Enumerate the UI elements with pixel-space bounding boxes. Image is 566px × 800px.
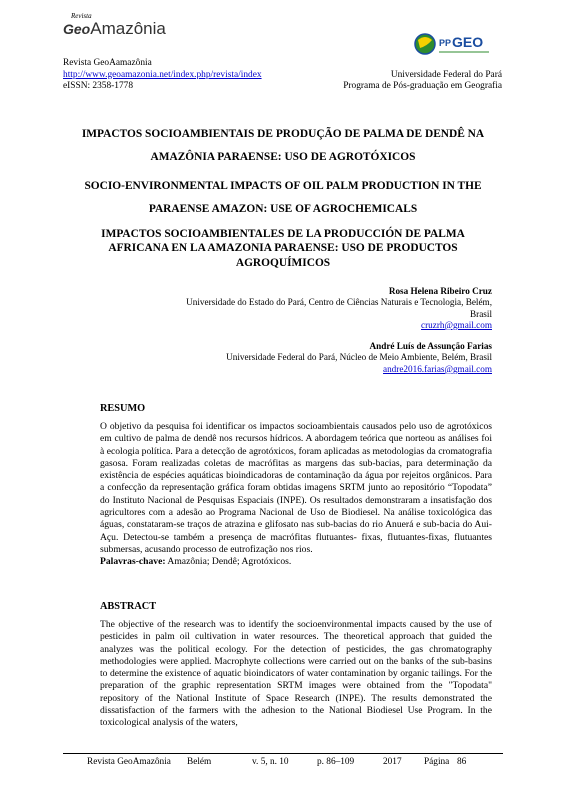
title-portuguese xyxy=(63,123,503,169)
svg-text:PP: PP xyxy=(439,38,452,48)
title-spanish xyxy=(63,227,503,270)
author-affiliation-country: Brasil xyxy=(470,308,492,319)
footer-page-label: Página xyxy=(424,757,450,767)
footer-divider xyxy=(63,753,503,754)
title-pt-line1: IMPACTOS SOCIOAMBIENTAIS DE PRODUÇÃO DE PALMA DE DENDÊ NA xyxy=(81,128,485,140)
title-es-line1: IMPACTOS SOCIOAMBIENTALES DE LA PRODUCCIÓN DE PALMA xyxy=(101,228,465,240)
journal-name: Revista GeoAamazônia xyxy=(63,58,152,68)
header-journal-info xyxy=(63,58,262,93)
author-name: André Luís de Assunção Farias xyxy=(369,341,492,352)
resumo-text: O objetivo da pesquisa foi identificar os impactos socioambientais causados pelo uso de agrotóxicos em cultivo de palma de dendê nos recursos hídricos. A abordagem teórica que norteou as análises foi à ecologia política. Para a detecção de agrotóxicos, foram aplicadas as metodologias da cromatografia gasosa. Foram realizadas coletas de macrófitas as margens das sub-bacias, para determinação da existência de espécies aquáticas bioindicadoras de contaminação da água por rejeitos orgânicos. Para a confecção da representação gráfica foram obtidas imagens SRTM junto ao repositório “Topodata” do Instituto Nacional de Pesquisas Espaciais (INPE). Os resultados demonstraram a insatisfação dos agricultores com a adesão ao Programa Nacional de Uso de Biodiesel. Na análise toxicológica das águas, constataram-se traços de atrazina e glifosato nas sub-bacias do rio Anuerá e sub-bacia do Aui-Açu. Detectou-se também a presença de macrófitas flutuantes- fixas, flutuantes-fixas, flutuantes submersas, acusando processo de eutrofização nos rios. xyxy=(100,421,492,555)
resumo-section xyxy=(100,421,492,569)
author-name: Rosa Helena Ribeiro Cruz xyxy=(388,286,492,296)
university-name: Universidade Federal do Pará xyxy=(390,70,502,80)
author-affiliation: Universidade do Estado do Pará, Centro de Ciências Naturais e Tecnologia, Belém, xyxy=(186,297,492,308)
footer-pages: p. 86–109 xyxy=(317,757,355,767)
program-name: Programa de Pós-graduação em Geografia xyxy=(343,81,502,91)
author-email-link[interactable]: cruzrh@gmail.com xyxy=(421,319,492,330)
abstract-text: The objective of the research was to identify the socioenvironmental impacts caused by the use of pesticides in palm oil cultivation in water resources. The theoretical approach that guided the analyzes was the political ecology. For the detection of pesticides, the gas chromatography methodologies were applied. Macrophyte collections were carried out on the banks of the sub-basins to determine the existence of aquatic bioindicators of water contamination by organic tailings. For the preparation of the graphic representation SRTM images were obtained from the "Topodata" repository of the National Institute of Space Research (INPE). The results demonstrated the dissatisfaction of the farmers with the adhesion to the National Biodiesel Use Program. In the toxicological analysis of the waters, xyxy=(100,619,492,729)
ppgeo-logo xyxy=(413,28,523,62)
keywords-label: Palavras-chave: xyxy=(100,556,166,568)
ppgeo-globe-icon xyxy=(413,28,523,62)
issn: eISSN: 2358-1778 xyxy=(63,81,134,91)
footer-city: Belém xyxy=(187,757,212,767)
header-institution xyxy=(343,70,502,92)
footer-volume: v. 5, n. 10 xyxy=(252,757,289,767)
title-pt-line2: AMAZÔNIA PARAENSE: USO DE AGROTÓXICOS xyxy=(150,151,416,163)
ppgeo-text: GEO xyxy=(452,34,484,50)
authors-block xyxy=(132,286,492,375)
footer-year: 2017 xyxy=(383,757,402,767)
logo-brand xyxy=(63,19,166,38)
abstract-heading: ABSTRACT xyxy=(100,601,157,612)
logo-brand-rest: Amazônia xyxy=(90,19,166,38)
title-es-line2: AFRICANA EN LA AMAZONIA PARAENSE: USO DE PRODUCTOS xyxy=(108,242,458,255)
resumo-heading: RESUMO xyxy=(100,403,146,414)
keywords-text: Amazônia; Dendê; Agrotóxicos. xyxy=(165,556,292,568)
geoamazonia-logo xyxy=(63,12,193,62)
author-email-link[interactable]: andre2016.farias@gmail.com xyxy=(383,363,492,374)
title-en-line1: SOCIO-ENVIRONMENTAL IMPACTS OF OIL PALM PRODUCTION IN THE xyxy=(84,180,482,192)
logo-revista-text: Revista xyxy=(71,12,92,20)
logo-brand-geo: Geo xyxy=(63,21,91,37)
footer-journal: Revista GeoAmazônia xyxy=(87,757,171,767)
title-english xyxy=(63,175,503,221)
title-es-line3: AGROQUÍMICOS xyxy=(235,256,331,269)
author-affiliation: Universidade Federal do Pará, Núcleo de Meio Ambiente, Belém, Brasil xyxy=(226,352,492,363)
footer-page-number: 86 xyxy=(457,757,467,767)
title-en-line2: PARAENSE AMAZON: USE OF AGROCHEMICALS xyxy=(148,203,418,215)
journal-url-link[interactable]: http://www.geoamazonia.net/index.php/revista/index xyxy=(63,69,262,80)
